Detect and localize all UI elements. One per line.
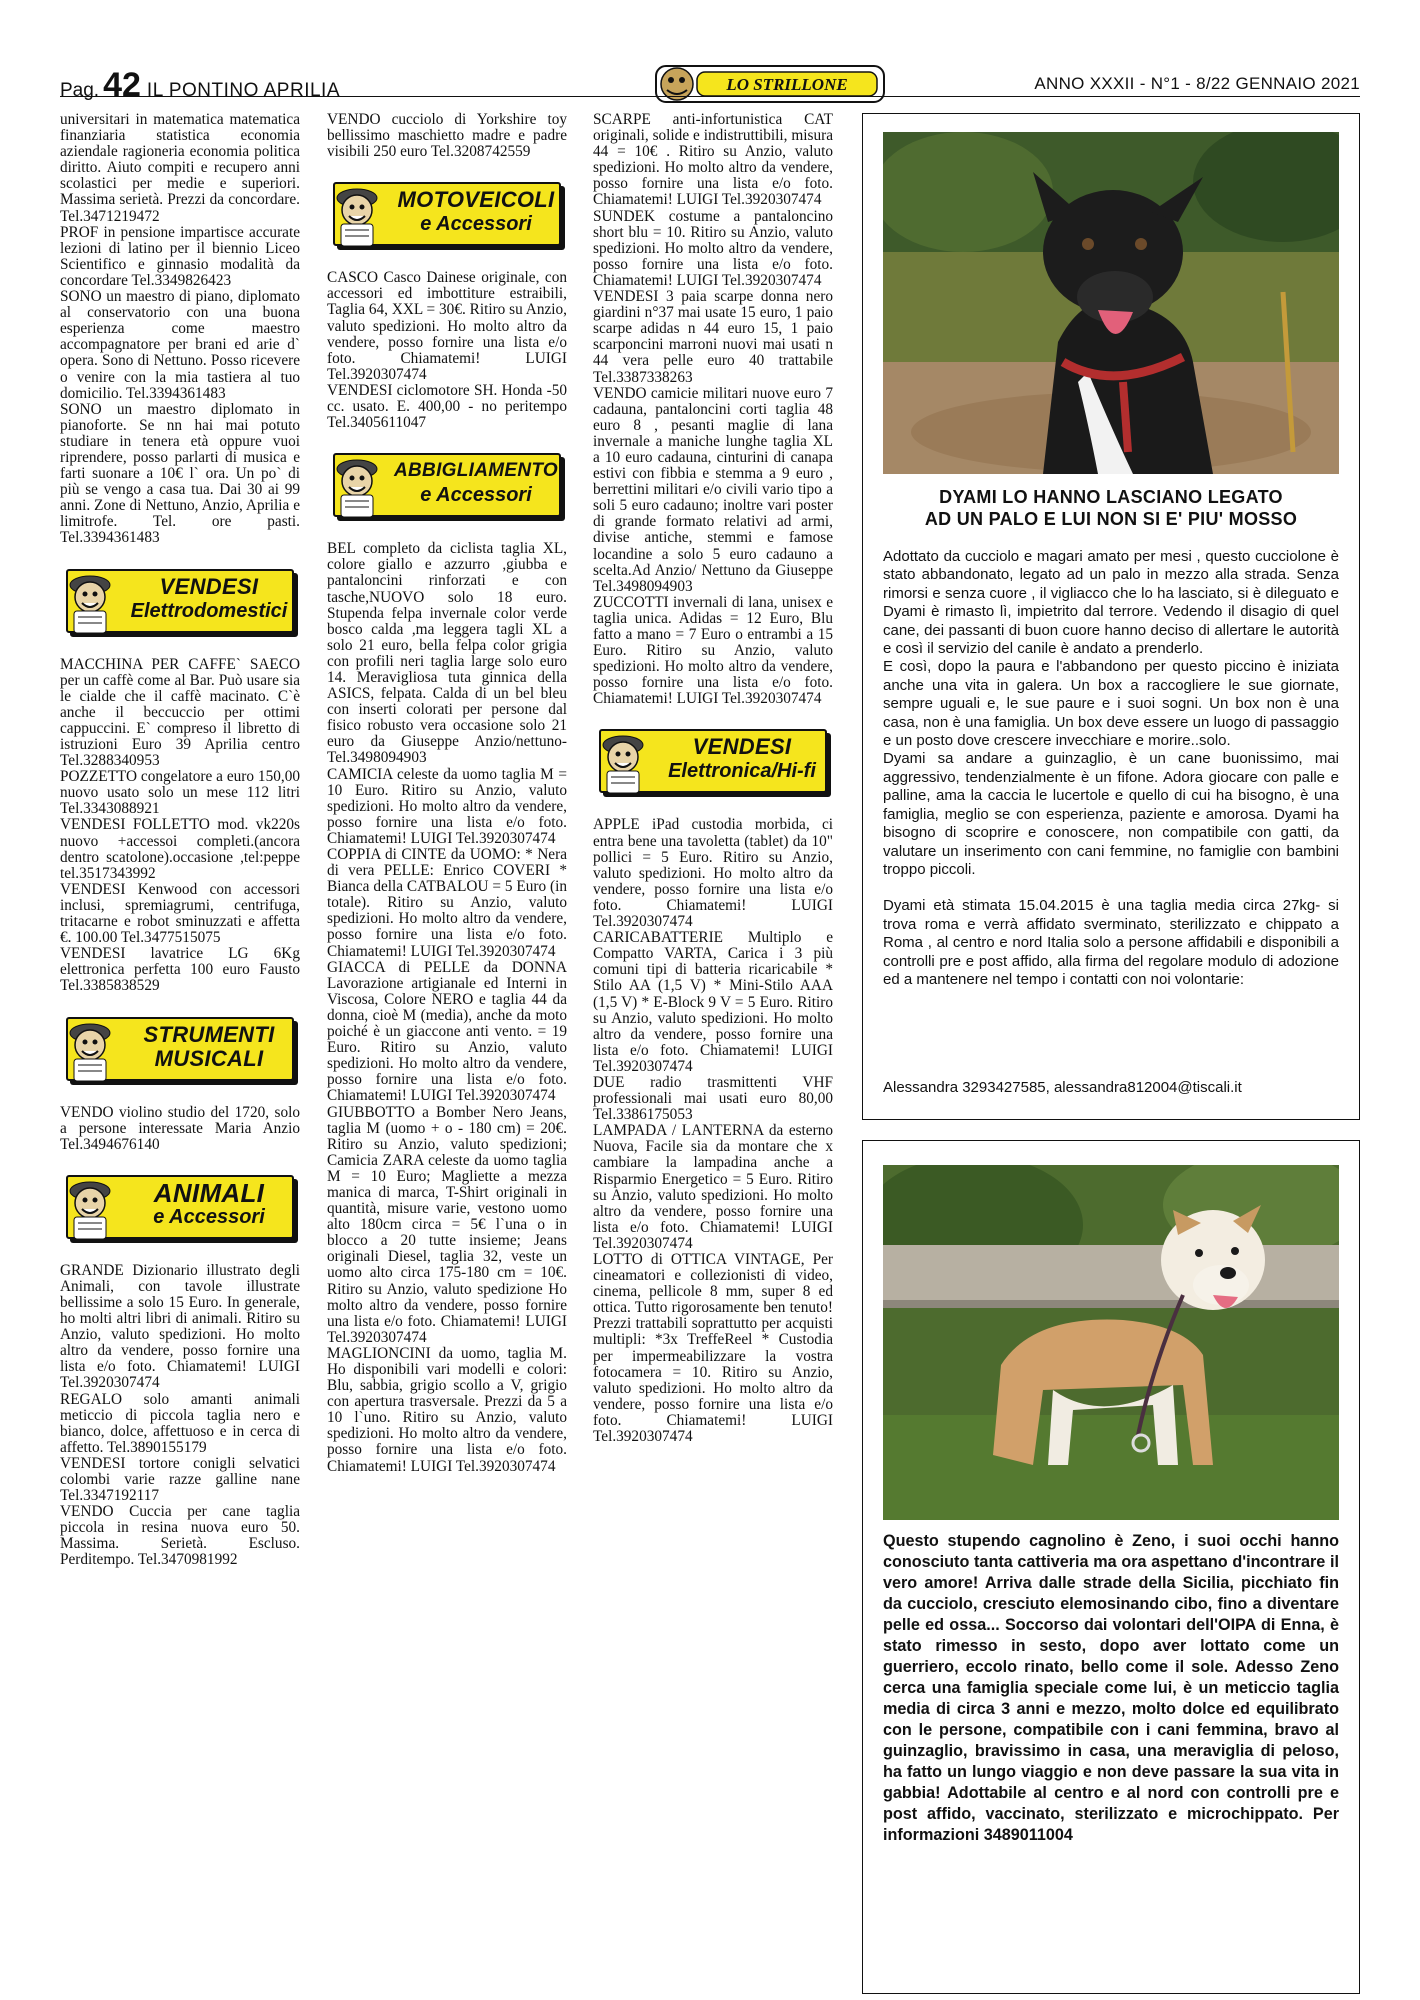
classified-ad: REGALO solo amanti animali meticcio di piccola taglia nero e bianco, dolce, affettuoso e in cerca di affetto. Tel.3890155179	[60, 1390, 300, 1456]
newsboy-mascot-icon	[327, 174, 389, 250]
classified-ad: ZUCCOTTI invernali di lana, unisex e taglia unica. Adidas = 12 Euro, Blu fatto a mano = 7 Euro o entrambi a 15 Euro. Ritiro su Anzio, valuto spedizioni. Ho molto altro da vendere, posso fornire una lista e/o foto. Chiamatemi! LUIGI Tel.3920307474	[593, 593, 833, 708]
classified-ad: VENDESI FOLLETTO mod. vk220s nuovo +accessoi completi.(ancora dentro scatolone).occasione ,tel:peppe tel.3517343992	[60, 816, 300, 882]
classified-ad: SONO un maestro di piano, diplomato al conservatorio con una buona esperienza come maestro accompagnatore per brani ed arie d` opera. Sono di Nettuno. Posso ricevere o venire con la mia tastiera al tuo domicilio. Tel.3394361483	[60, 288, 300, 402]
section-banner-elettronica	[593, 721, 833, 797]
classified-ad: VENDO Cuccia per cane taglia piccola in resina nuova euro 50. Massima. Serietà. Escluso. Perditempo. Tel.3470981992	[60, 1503, 300, 1569]
classified-ad: GIUBBOTTO a Bomber Nero Jeans, taglia M (uomo + o - 180 cm) = 20€. Ritiro su Anzio, valuto spedizioni; Camicia ZARA celeste da uomo taglia M = 10 Euro; Magliette a mezza manica di marca, T-Shirt originali in quantità, misure varie, vestono uomo alto 180cm circa = 5€ l`una o in blocco a 20 tutte insieme; Jeans originali Diesel, taglia 32, veste un uomo alto circa 175-180 cm = 10€. Ritiro su Anzio, valuto spedizione Ho molto altro da vendere, posso fornire una lista e/o foto. Chiamatemi! LUIGI Tel.3920307474	[327, 1103, 567, 1346]
section-banner-animali	[60, 1167, 300, 1243]
zeno-dog-photo	[883, 1165, 1339, 1520]
issue-info: ANNO XXXII - N°1 - 8/22 GENNAIO 2021	[1034, 74, 1360, 93]
classified-ad: BEL completo da ciclista taglia XL, colore giallo e azzurro ,giubba e pantaloncini rinforzati e con tasche,NUOVO solo 18 euro. Stupenda felpa invernale color verde bosco calda ,ma leggera tagli XL a solo 21 euro, bella felpa color grigia con profili neri taglia large solo euro 14. Meravigliosa tuta ginnica della ASICS, felpata. Calda di un bel bleu con inserti colorati per persone dal fisico robusto vera occasione solo 21 euro da Giuseppe Anzio/nettuno-Tel.3498094903	[327, 540, 567, 767]
classified-ad: VENDO camicie militari nuove euro 7 cadauna, pantaloncini corti taglia 48 euro 8 , pesanti maglie di lana invernale a maniche lunghe taglia XL a 10 euro cadauna, cinturini di canapa estivi con fibbia e stemma a 9 euro , berrettini militari e/o civili vario tipo a soli 5 euro cadauno; inoltre vari poster di grande formato relativi ad armi, divise antiche, stemmi e famose locandine a solo 5 euro cadauno a scelta.Ad Anzio/ Nettuno da Giuseppe Tel.3498094903	[593, 384, 833, 595]
classified-ad: SCARPE anti-infortunistica CAT originali, solide e indistruttibili, misura 44 = 10€ . Ritiro su Anzio, valuto spedizioni. Ho molto altro da vendere, posso fornire una lista e/o foto. Chiamatemi! LUIGI Tel.3920307474	[593, 111, 833, 209]
classified-ad: COPPIA di CINTE da UOMO: * Nera di vera PELLE: Enrico COVERI * Bianca della CATBALOU = 5 Euro (in totale). Ritiro su Anzio, valuto spedizioni. Ho molto altro da vendere, posso fornire una lista e/o foto. Chiamatemi! LUIGI Tel.3920307474	[327, 846, 567, 960]
banner-line1: ABBIGLIAMENTO	[394, 460, 558, 482]
dyami-para: Dyami età stimata 15.04.2015 è una taglia media circa 27kg- si trova roma e verrà affidato sverminato, sterilizzato e chippato a Roma , al centro e nord Italia solo a persone affidabili e disponibili a controlli pre e post affido, alla firma del regolare modulo di adozione ed a mantenere nel tempo i contatti con noi volontarie:	[883, 897, 1339, 988]
classified-ad: GIACCA di PELLE da DONNA Lavorazione artigianale ed Interni in Viscosa, Colore NERO e taglia 44 da donna, cioè M (media), anche da moto poiché è un giaccone anti vento. = 19 Euro. Ritiro su Anzio, valuto spedizioni. Ho molto altro da vendere, posso fornire una lista e/o foto. Chiamatemi! LUIGI Tel.3920307474	[327, 958, 567, 1105]
banner-line1: VENDESI	[692, 734, 792, 760]
section-banner-abbigliamento	[327, 445, 567, 521]
zeno-body: Questo stupendo cagnolino è Zeno, i suoi occhi hanno conosciuto tanta cattiveria ma ora aspettano d'incontrare il vero amore! Arriva dalle strade della Sicilia, picchiato fin da cucciolo, cresciuto elemosinando cibo, fino a diventare pelle ed ossa... Soccorso dai volontari dell'OIPA di Enna, è stato rimesso in sesto, dopo aver lottato come un guerriero, eccolo rinato, bello come il sole. Adesso Zeno cerca una famiglia speciale come lui, è un meticcio taglia media di circa 3 anni e mezzo, molto dolce ed equilibrato con le persone, compatibile con i cani femmina, bravo al guinzaglio, bravissimo in casa, una meraviglia di peloso, ha fatto un lungo viaggio e non deve passare la sua vita in gabbia! Adottabile al centro e al nord con controlli pre e post affido, vaccinato, sterilizzato e microchippato. Per informazioni 3489011004	[883, 1532, 1339, 1844]
classified-ad: MAGLIONCINI da uomo, taglia M. Ho disponibili vari modelli e colori: Blu, sabbia, grigio scollo a V, grigio con apertura trasversale. Prezzi da 5 a 10 l`uno. Ritiro su Anzio, valuto spedizioni. Ho molto altro da vendere, posso fornire una lista e/o foto. Chiamatemi! LUIGI Tel.3920307474	[327, 1344, 567, 1475]
classified-ad: VENDO cucciolo di Yorkshire toy bellissimo maschietto madre e padre visibili 250 euro Tel.3208742559	[327, 111, 567, 161]
adoption-panel-dyami	[862, 113, 1360, 1120]
classified-ad: LAMPADA / LANTERNA da esterno Nuova, Facile sia da montare che x cambiare la lampadina anche a Risparmio Energetico = 5 Euro. Ritiro su Anzio, valuto spedizioni. Ho molto altro da vendere, posso fornire una lista e/o foto. Chiamatemi! LUIGI Tel.3920307474	[593, 1122, 833, 1252]
dyami-para: E così, dopo la paura e l'abbandono per questo piccino è iniziata anche una vita in galera. Un box a raccogliere le sue giornate, sempre uguali e, le sue paure e i suoi sogni. Un box non è una casa, non è una famiglia. Un box deve essere un luogo di passaggio e un posto dove crescere invecchiare e morire..solo.	[883, 658, 1339, 750]
banner-line1: STRUMENTI	[143, 1021, 275, 1047]
classified-ad: VENDESI lavatrice LG 6Kg elettronica perfetta 100 euro Fausto Tel.3385838529	[60, 945, 300, 995]
header-rule	[60, 96, 1360, 97]
classified-ad: CAMICIA celeste da uomo taglia M = 10 Euro. Ritiro su Anzio, valuto spedizioni. Ho molto altro da vendere, posso fornire una lista e/o foto. Chiamatemi! LUIGI Tel.3920307474	[327, 765, 567, 847]
classified-ad: VENDESI ciclomotore SH. Honda -50 cc. usato. E. 400,00 - no peritempo Tel.3405611047	[327, 381, 567, 432]
headline-line2: AD UN PALO E LUI NON SI E' PIU' MOSSO	[924, 509, 1298, 529]
newsboy-mascot-icon	[60, 1009, 122, 1085]
newsboy-mascot-icon	[60, 561, 122, 637]
section-banner-motoveicoli	[327, 174, 567, 250]
newsboy-mascot-icon	[327, 445, 389, 521]
publication-title: IL PONTINO APRILIA	[146, 80, 340, 101]
classified-ad: GRANDE Dizionario illustrato degli Animali, con tavole illustrate bellissime a solo 15 Euro. In generale, ho molti altri libri di animali. Ritiro su Anzio, valuto spedizioni. Ho molto altro da vendere, posso fornire una lista e/o foto. Chiamatemi! LUIGI Tel.3920307474	[60, 1261, 300, 1392]
page-header	[60, 66, 1360, 106]
banner-line2: Elettronica/Hi-fi	[668, 760, 816, 783]
classified-ad: CASCO Casco Dainese originale, con accessori ed imbottiture estraibili, Taglia 64, XXL = 30€. Ritiro su Anzio, valuto spedizioni. Ho molto altro da vendere, posso fornire una lista e/o foto. Chiamatemi! LUIGI Tel.3920307474	[327, 269, 567, 383]
logo-text: LO STRILLONE	[726, 75, 848, 94]
dyami-dog-photo	[883, 132, 1339, 474]
classified-ad: VENDESI Kenwood con accessori inclusi, spremiagrumi, centrifuga, tritacarne e robot sminuzzati e affetta €. 100.00 Tel.3477515075	[60, 880, 300, 947]
banner-line2: MUSICALI	[154, 1045, 264, 1071]
classified-ad: universitari in matematica matematica finanziaria statistica economia aziendale ragioneria economia politica diritto. Aiuto compiti e recupero anni scolastici per medie e superiori. Massima serietà. Prezzi da concordare. Tel.3471219472	[60, 111, 300, 225]
classified-ad: MACCHINA PER CAFFE` SAECO per un caffè come al Bar. Può usare sia le cialde che il caffè macinato. C`è anche il beccuccio per ottimi cappuccini. E` compreso il libretto di istruzioni Euro 39 Aprilia centro Tel.3288340953	[60, 655, 300, 770]
banner-line2: e Accessori	[420, 484, 532, 507]
pag-label: Pag.	[60, 80, 100, 101]
lo-strillone-logo	[655, 62, 885, 106]
banner-line2: e Accessori	[153, 1205, 265, 1228]
newsboy-mascot-icon	[60, 1167, 122, 1243]
dyami-para: Dyami sa andare a guinzaglio, è un cane buonissimo, mai aggressivo, tendenzialmente è un fifone. Adora giocare con palle e palline, ama la caccia le lucertole e quello di cui ha bisogno, è una famiglia, meglio se con esperienza, paziente e amorosa. Dyami ha bisogno di scoprire e conoscere, non compatibile con gatti, da valutare un inserimento con cani femmine, no famiglie con bambini troppo piccoli.	[883, 750, 1339, 878]
classified-ad: SUNDEK costume a pantaloncino short blu = 10. Ritiro su Anzio, valuto spedizioni. Ho molto altro da vendere, posso fornire una lista e/o foto. Chiamatemi! LUIGI Tel.3920307474	[593, 207, 833, 289]
headline-line1: DYAMI LO HANNO LASCIANO LEGATO	[939, 487, 1283, 507]
classifieds-column-1	[60, 112, 300, 1569]
classified-ad: LOTTO di OTTICA VINTAGE, Per cineamatori e collezionisti di video, cinema, pellicole 8 mm, super 8 ed ottica. Tutto rigorosamente ben tenuto! Prezzi trattabili soprattutto per acquisti multipli: *3x TreffeReel * Custodia per impermeabilizzare la vostra fotocamera = 10. Ritiro su Anzio, valuto spedizioni. Ho molto altro da vendere, posso fornire una lista e/o foto. Chiamatemi! LUIGI Tel.3920307474	[593, 1251, 833, 1446]
banner-line1: VENDESI	[159, 573, 259, 599]
classifieds-column-2	[327, 112, 567, 1475]
classified-ad: POZZETTO congelatore a euro 150,00 nuovo usato solo un mese 112 litri Tel.3343088921	[60, 768, 300, 818]
dyami-para: Adottato da cucciolo e magari amato per mesi , questo cucciolone è stato abbandonato, legato ad un palo in mezzo alla strada. Senza rimorsi e senza cuore , il vigliacco che lo ha lasciato, si è dileguato e Dyami è rimasto lì, impietrito dal terrore. Vedendo il disagio di quel cane, dei passanti di buon cuore hanno deciso di allertare le autorità e così il servizio del canile è andato a prenderlo.	[883, 548, 1339, 658]
classified-ad: SONO un maestro diplomato in pianoforte. Se nn hai mai potuto studiare in tenera età oppure vuoi riprendere, posso parlarti di musica e farti suonare a 10€ l` ora. Un po` di più se vengo a casa tua. Dai 30 ai 99 anni. Zone di Nettuno, Anzio, Aprilia e limitrofe. Tel. ore pasti. Tel.3394361483	[60, 400, 300, 547]
classified-ad: DUE radio trasmittenti VHF professionali mai usati euro 80,00 Tel.3386175053	[593, 1073, 833, 1124]
dyami-body	[883, 548, 1339, 989]
section-banner-strumenti	[60, 1009, 300, 1085]
classified-ad: VENDESI 3 paia scarpe donna nero giardini n°37 mai usate 15 euro, 1 paio scarpe adidas n 44 euro 15, 1 paio scarponcini marroni nuovi mai usati n 44 vera pelle euro 40 trattabile Tel.3387338263	[593, 288, 833, 386]
banner-line2: Elettrodomestici	[130, 599, 288, 622]
page-label	[60, 66, 340, 105]
banner-line1: ANIMALI	[153, 1177, 265, 1208]
classified-ad: PROF in pensione impartisce accurate lezioni di latino per il biennio Liceo Scientifico e ginnasio modalità da concordare Tel.3349826423	[60, 223, 300, 289]
classified-ad: CARICABATTERIE Multiplo e Compatto VARTA, Carica i 3 più comuni tipi di batteria ricaricabile * Stilo AA (1,5 V) * Mini-Stilo AAA (1,5 V) * E-Block 9 V = 5 Euro. Ritiro su Anzio, valuto spedizioni. Ho molto altro da vendere, posso fornire una lista e/o foto. Chiamatemi! LUIGI Tel.3920307474	[593, 929, 833, 1075]
banner-line2: e Accessori	[420, 213, 532, 236]
classifieds-column-3	[593, 112, 833, 1445]
dyami-contact: Alessandra 3293427585, alessandra812004@tiscali.it	[883, 1079, 1242, 1096]
newsboy-mascot-icon	[593, 721, 655, 797]
classified-ad: VENDO violino studio del 1720, solo a persone interessate Maria Anzio Tel.3494676140	[60, 1103, 300, 1153]
adoption-panel-zeno	[862, 1140, 1360, 1994]
classified-ad: VENDESI tortore conigli selvatici colombi varie razze galline nane Tel.3347192117	[60, 1454, 300, 1505]
classified-ad: APPLE iPad custodia morbida, ci entra bene una tavoletta (tablet) da 10" pollici = 5 Euro. Ritiro su Anzio, valuto spedizioni. Ho molto altro da vendere, posso fornire una lista e/o foto. Chiamatemi! LUIGI Tel.3920307474	[593, 816, 833, 931]
banner-line1: MOTOVEICOLI	[397, 187, 555, 213]
dyami-headline	[883, 486, 1339, 530]
section-banner-elettrodomestici	[60, 561, 300, 637]
page-number: 42	[103, 66, 141, 104]
